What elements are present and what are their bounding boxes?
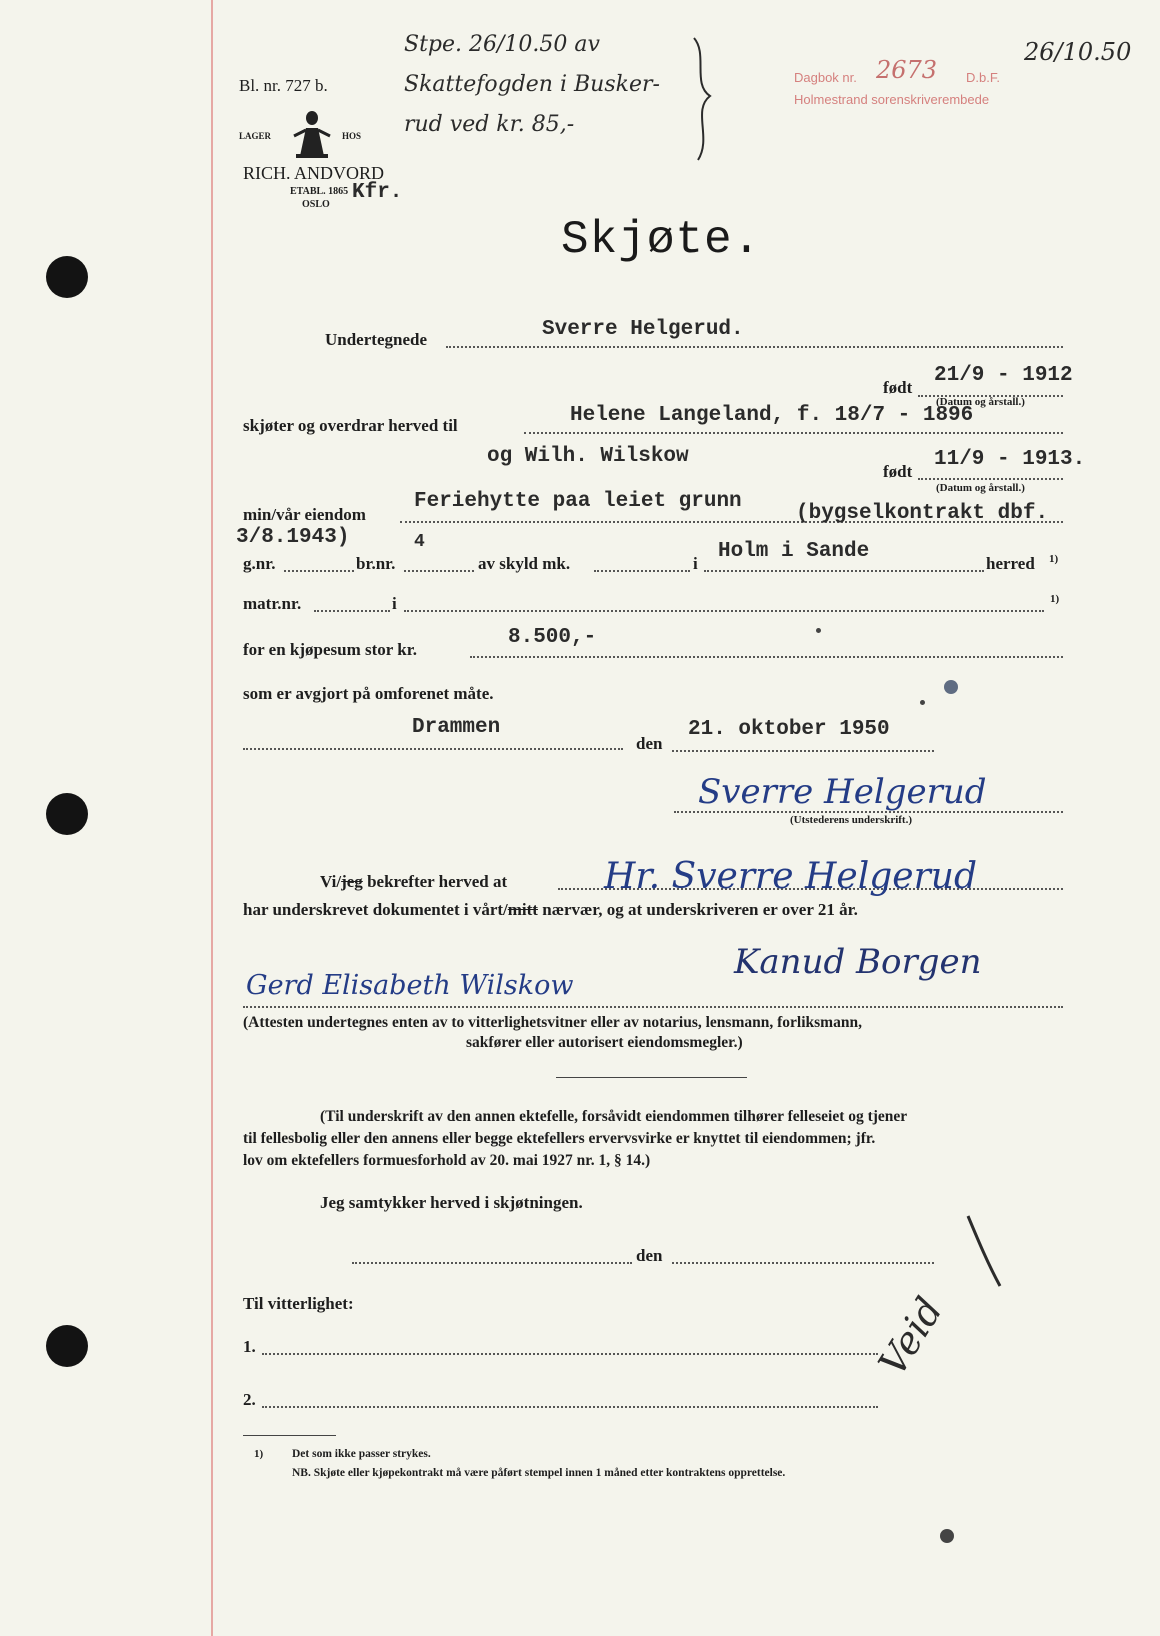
punch-hole [46, 1325, 88, 1367]
ink-speck [940, 1529, 954, 1543]
property-lease-date: 3/8.1943) [236, 526, 350, 549]
field-line [243, 748, 623, 750]
attest-note: sakfører eller autorisert eiendomsmegler.) [466, 1034, 743, 1051]
field-line [594, 570, 690, 572]
matrnr-label: matr.nr. [243, 594, 302, 613]
separator [556, 1077, 747, 1078]
attest-line-2 [243, 900, 858, 920]
fodt-label: født [883, 378, 913, 397]
utsteder-label: (Utstederens underskrift.) [790, 814, 913, 826]
i-label: i [693, 554, 698, 573]
void-stroke-icon [960, 1212, 1008, 1292]
har-underskrevet-label: har underskrevet dokumentet i vårt/ [243, 900, 508, 919]
footnote-ref: 1) [1049, 553, 1059, 565]
attest-line-1 [320, 872, 507, 892]
buyer-2: og Wilh. Wilskow [487, 445, 689, 468]
field-line [470, 656, 1063, 658]
field-line [262, 1406, 878, 1408]
jeg-struck: jeg [341, 872, 363, 891]
samtykker-label: Jeg samtykker herved i skjøtningen. [320, 1193, 583, 1212]
den-label: den [636, 734, 663, 753]
field-line [404, 570, 474, 572]
note-line: rud ved kr. 85,- [404, 112, 575, 137]
footnote-line: NB. Skjøte eller kjøpekontrakt må være påført stempel innen 1 måned etter kontraktens opprettelse. [292, 1467, 786, 1479]
lager-label: LAGER [239, 131, 272, 141]
witness-item-1: 1. [243, 1337, 256, 1356]
hos-label: HOS [342, 131, 362, 141]
buyer-birthdate: 11/9 - 1913. [934, 448, 1086, 471]
buyer-1: Helene Langeland, f. 18/7 - 1896 [570, 404, 974, 427]
property-lease-note: (bygselkontrakt dbf. [796, 502, 1049, 525]
seller-birthdate: 21/9 - 1912 [934, 364, 1073, 387]
brnr-label: br.nr. [356, 554, 396, 573]
stamp-date: 26/10.50 [1024, 38, 1132, 66]
brace-icon [686, 34, 726, 164]
stamp-text: Dagbok nr. [794, 70, 857, 85]
eiendom-label: min/vår eiendom [243, 505, 366, 524]
footnote-ref: 1) [1050, 593, 1060, 605]
brnr-value: 4 [414, 532, 425, 552]
spouse-paragraph-line: lov om ektefellers formuesforhold av 20. mai 1927 nr. 1, § 14.) [243, 1152, 651, 1169]
seller-name: Sverre Helgerud. [542, 318, 744, 341]
kjopesum-label: for en kjøpesum stor kr. [243, 640, 417, 659]
signed-name: Hr. Sverre Helgerud [604, 856, 978, 897]
field-line [243, 1006, 1063, 1008]
place-value: Drammen [412, 716, 501, 739]
skjoter-label: skjøter og overdrar herved til [243, 416, 458, 435]
punch-hole [46, 256, 88, 298]
abbrev-kfr: Kfr. [352, 181, 403, 204]
punch-hole [46, 793, 88, 835]
stamp-dbf: D.b.F. [966, 70, 1000, 85]
publisher-established: ETABL. 1865 [290, 186, 349, 197]
purchase-price: 8.500,- [508, 626, 597, 649]
note-line: Stpe. 26/10.50 av [404, 32, 600, 57]
bekrefter-label: bekrefter herved at [367, 872, 508, 891]
field-line [704, 570, 984, 572]
vi-label: Vi/ [320, 872, 342, 891]
signing-date: 21. oktober 1950 [688, 718, 890, 741]
field-line [284, 570, 354, 572]
publisher-city: OSLO [302, 199, 330, 210]
field-line [262, 1353, 878, 1355]
footnote-separator [243, 1435, 336, 1436]
undertegnede-label: Undertegnede [325, 330, 427, 349]
field-line [674, 811, 1063, 813]
municipality-value: Holm i Sande [718, 540, 870, 563]
attest-note: (Attesten undertegnes enten av to vitterlighetsvitner eller av notarius, lensmann, forliksmann, [243, 1014, 862, 1031]
vitterlighet-label: Til vitterlighet: [243, 1294, 354, 1313]
publisher-logo-icon [290, 106, 334, 160]
gnr-label: g.nr. [243, 554, 276, 573]
witness-2-signature: Kanud Borgen [734, 942, 982, 982]
avgjort-label: som er avgjort på omforenet måte. [243, 684, 494, 703]
field-line [352, 1262, 632, 1264]
field-line [314, 610, 390, 612]
field-line [672, 750, 934, 752]
spouse-paragraph-line: til fellesbolig eller den annens eller begge ektefellers ervervsvirke er knyttet til eiendommen; jfr. [243, 1130, 876, 1147]
ink-speck [920, 700, 925, 705]
document-title: Skjøte. [561, 214, 762, 266]
form-number: Bl. nr. 727 b. [239, 76, 328, 95]
ink-speck [816, 628, 821, 633]
witness-1-signature: Gerd Elisabeth Wilskow [246, 970, 574, 1001]
publisher-name: RICH. ANDVORD [243, 163, 385, 183]
footnote-marker: 1) [254, 1448, 264, 1460]
note-line: Skattefogden i Busker- [404, 72, 660, 97]
den-label: den [636, 1246, 663, 1265]
seller-signature: Sverre Helgerud [698, 772, 987, 812]
field-line [446, 346, 1063, 348]
fodt-label: født [883, 462, 913, 481]
field-line [404, 610, 1044, 612]
mitt-struck: mitt [507, 900, 538, 919]
margin-line [211, 0, 213, 1636]
footnote-line: Det som ikke passer strykes. [292, 1448, 431, 1460]
property-description: Feriehytte paa leiet grunn [414, 490, 742, 513]
witness-item-2: 2. [243, 1390, 256, 1409]
i-label: i [392, 594, 397, 613]
skyld-label: av skyld mk. [478, 554, 571, 573]
stamp-office: Holmestrand sorenskriverembede [794, 92, 990, 107]
field-line [918, 478, 1063, 480]
datum-label: (Datum og årstall.) [936, 482, 1025, 494]
void-mark: Veid [870, 1289, 952, 1384]
ink-speck [944, 680, 958, 694]
naervaer-label: nærvær, og at underskriveren er over 21 år. [542, 900, 858, 919]
spouse-paragraph-line: (Til underskrift av den annen ektefelle, forsåvidt eiendommen tilhører felleseiet og tjener [320, 1108, 908, 1125]
stamp-number: 2673 [876, 56, 938, 84]
field-line [524, 432, 1063, 434]
herred-label: herred [986, 554, 1035, 573]
datum-label: (Datum og årstall.) [936, 396, 1025, 408]
field-line [672, 1262, 934, 1264]
